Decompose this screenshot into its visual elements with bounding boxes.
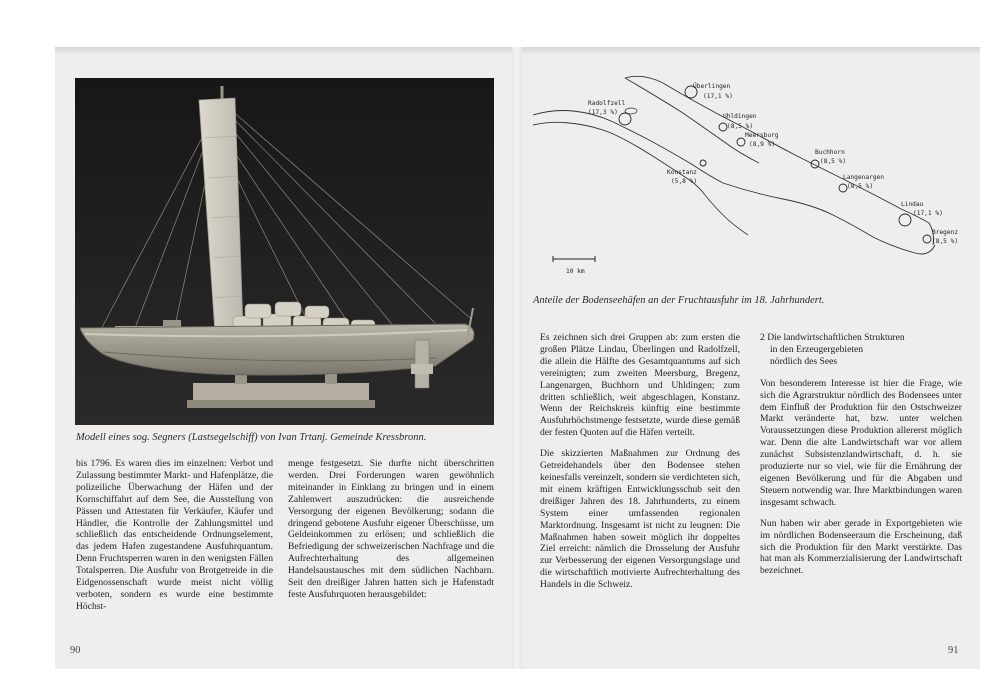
- paragraph: Die skizzierten Maßnahmen zur Ordnung des Getreidehandels über den Bodensee stehen keinesfalls vereinzelt, sondern sie verdichteten sich, mit einem kräftigen Entwicklungsschub seit den dreißiger Jahren des 18. Jahrhunderts, zu einem System einer umfassenden regionalen Marktordnung. Insgesamt ist nicht zu leugnen: Die Maßnahmen haben soweit möglich ihr doppeltes Ziel erreicht: nämlich die Drosselung der Ausfuhr zur Verbesserung der eigenen Versorgungslage und die wirtschaftlich motivierte Aufrechterhaltung des Handels in die Schweiz.: [540, 448, 740, 591]
- port-konstanz-share: (5,8 %): [671, 178, 698, 185]
- paragraph: Es zeichnen sich drei Gruppen ab: zum ersten die großen Plätze Lindau, Überlingen und Radolfzell, die allein die Hälfte des Gesamtquantums auf sich vereinigten; zum zweiten Meersburg, Bregenz, Langenargen, Buchhorn und Uhldingen; zum dritten schließlich, weit abgeschlagen, Konstanz. Wenn der Reichskreis künftig eine bestimmte Ausfuhrhöchstmenge festsetzte, wurde diese gemäß der festen Quoten auf die Häfen verteilt.: [540, 332, 740, 439]
- port-bregenz-name: Bregenz: [932, 229, 959, 236]
- heading-line: 2 Die landwirtschaftlichen Strukturen: [760, 332, 905, 343]
- heading-line: nördlich des Sees: [770, 355, 838, 367]
- port-buchhorn-name: Buchhorn: [815, 149, 845, 156]
- page-number-right: 91: [948, 645, 959, 656]
- book-gutter: [512, 47, 522, 669]
- left-column-2: [288, 458, 494, 601]
- page-number-left: 90: [70, 645, 81, 656]
- photo-caption: Modell eines sog. Segners (Lastsegelschiff) von Ivan Trtanj. Gemeinde Kressbronn.: [76, 432, 427, 443]
- port-buchhorn-share: (8,5 %): [820, 158, 847, 165]
- port-radolfzell-name: Radolfzell: [588, 100, 626, 107]
- port-lindau-name: Lindau: [901, 201, 924, 208]
- lake-constance-map: [533, 75, 968, 290]
- map-scale-bar: [553, 256, 595, 275]
- paragraph: Nun haben wir aber gerade in Exportgebieten wie im nördlichen Bodenseeraum die Erscheinung, daß sich die Produktion für den Markt verstärkte. Das hat man als Kommerzialisierung der Landwirtschaft bezeichnet.: [760, 517, 962, 577]
- port-ueberlingen-share: (17,1 %): [703, 93, 733, 100]
- port-lindau-share: (17,1 %): [913, 210, 943, 217]
- right-column-1: [540, 332, 740, 591]
- right-column-2: [760, 332, 962, 577]
- port-langenargen-name: Langenargen: [843, 174, 884, 181]
- ship-model-photo: [75, 78, 494, 425]
- paragraph: Von besonderem Interesse ist hier die Frage, wie sich die Agrarstruktur nördlich des Bodensees unter dem Einfluß der Produktion für den Ostschweizer Markt veränderte hat, bzw. unter welchen Voraussetzungen diese Produktion allererst möglich war. Denn die alte Landwirtschaft war vor allem zunächst Subsistenzlandwirtschaft, d. h. sie produzierte nur so viel, wie für die Ernährung der eigenen Bevölkerung und für die Abgaben und Steuern notwendig war. Ihre Marktbindungen waren insgesamt schwach.: [760, 377, 962, 508]
- port-radolfzell-share: (17,3 %): [588, 109, 618, 116]
- port-konstanz-name: Konstanz: [667, 169, 697, 176]
- port-langenargen-share: (8,5 %): [847, 183, 874, 190]
- port-meersburg-name: Meersburg: [745, 132, 779, 139]
- scale-label: 10 km: [566, 268, 585, 275]
- map-caption: Anteile der Bodenseehäfen an der Fruchtausfuhr im 18. Jahrhundert.: [533, 295, 825, 306]
- left-column-1: [76, 458, 273, 613]
- paragraph: menge festgesetzt. Sie durfte nicht überschritten werden. Drei Forderungen waren gewöhnlich miteinander in Einklang zu bringen und in einem Zahlenwert auszudrücken: die ausreichende Versorgung der eigenen Bevölkerung; sodann die dringend gebotene Ausfuhr eigener Überschüsse, um Geldeinkommen zu erlösen; und schließlich die Befriedigung der schweizerischen Nachfrage und die Aufrechterhaltung des allgemeinen Handelsaustausches mit dem südlichen Nachbarn. Seit den dreißiger Jahren hatten sich je Hafenstadt feste Ausfuhrquoten herausgebildet:: [288, 458, 494, 600]
- port-uhldingen-share: (8,5 %): [727, 123, 754, 130]
- port-ueberlingen-name: Überlingen: [693, 83, 731, 90]
- paragraph: bis 1796. Es waren dies im einzelnen: Verbot und Zulassung bestimmter Markt- und Hafenplätze, die polizeiliche Überwachung der Häfen und der Kornschiffahrt auf dem See, die Ausstellung von Pässen und Attestaten für Verkäufer, Käufer und Händler, die Kontrolle der Zahlungsmittel und schließlich das entscheidende Ordnungselement, das jedem Hafen zugestandene Ausfuhrquantum. Denn Fruchtsperren waren in den wenigsten Fällen Totalsperren. Die Ausfuhr von Brotgetreide in die Eidgenossenschaft wurde meist nicht völlig verboten, sondern es wurde eine bestimmte Höchst-: [76, 458, 273, 612]
- heading-line: in den Erzeugergebieten: [770, 343, 864, 355]
- section-heading: [760, 332, 962, 368]
- port-meersburg-share: (8,9 %): [749, 141, 776, 148]
- port-bregenz-share: (8,5 %): [932, 238, 959, 245]
- port-uhldingen-name: Uhldingen: [723, 113, 757, 120]
